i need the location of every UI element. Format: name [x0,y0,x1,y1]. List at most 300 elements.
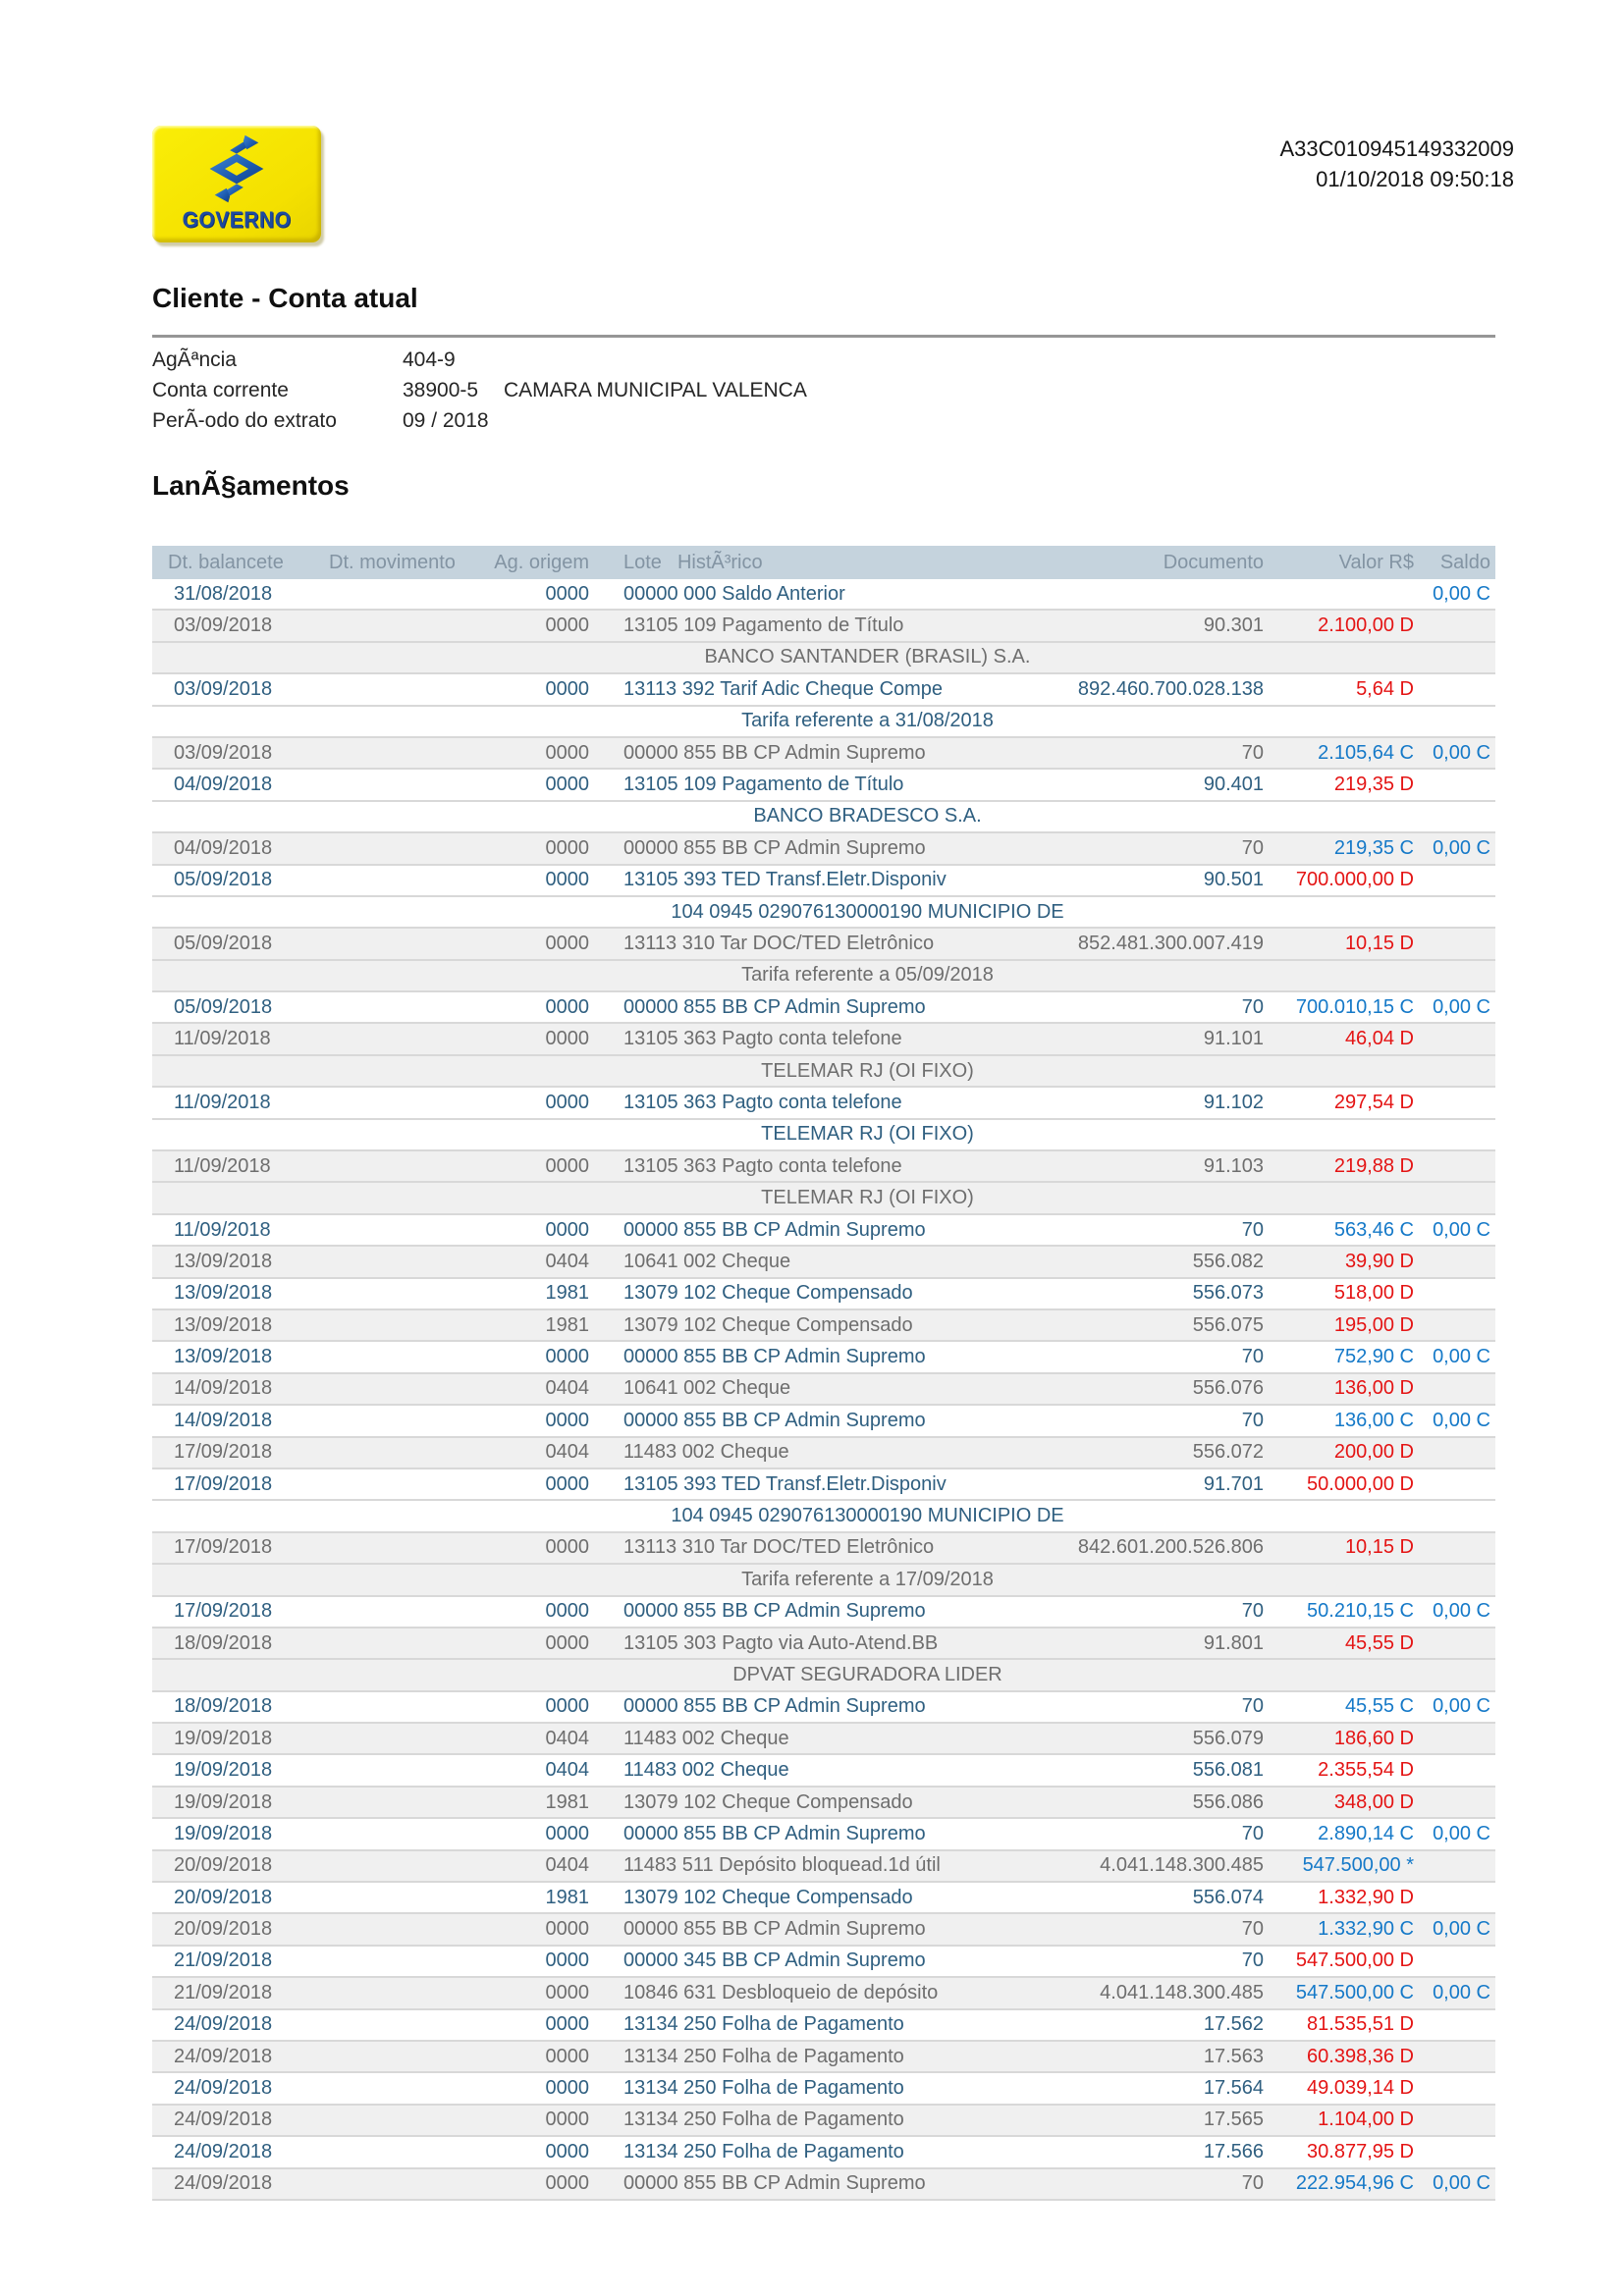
cell-valor: 2.100,00 D [1318,614,1414,637]
cell-valor: 45,55 C [1344,1695,1414,1718]
table-row [152,1438,1495,1469]
cell-documento: 70 [1241,1949,1264,1972]
table-row [152,738,1495,770]
cell-saldo: 0,00 C [1433,1822,1490,1844]
cell-lote-historico: 13113 310 Tar DOC/TED Eletrônico [623,932,935,954]
cell-ag-origem: 0404 [545,1441,589,1464]
cell-dt-balancete: 20/09/2018 [174,1886,273,1908]
table-row-continuation [152,643,1495,674]
cell-ag-origem: 0000 [545,614,589,637]
field-conta-corrente [152,375,807,405]
cell-lote-historico: 13105 109 Pagamento de Título [623,774,904,796]
table-row [152,2073,1495,2105]
cell-valor: 547.500,00 D [1295,1949,1414,1972]
continuation-text: TELEMAR RJ (OI FIXO) [761,1123,974,1146]
cell-valor: 2.890,14 C [1318,1822,1414,1844]
table-row [152,1088,1495,1119]
column-header-dt-balancete: Dt. balancete [168,551,284,573]
cell-dt-balancete: 18/09/2018 [174,1631,273,1654]
cell-dt-balancete: 31/08/2018 [174,582,273,605]
cell-dt-balancete: 13/09/2018 [174,1313,273,1336]
cell-documento: 17.562 [1203,2013,1264,2036]
governo-label: GOVERNO [182,208,292,233]
cell-lote-historico: 13079 102 Cheque Compensado [623,1790,913,1813]
cell-documento: 70 [1241,1409,1264,1431]
cell-lote-historico: 00000 855 BB CP Admin Supremo [623,1918,926,1941]
document-meta [1279,133,1514,194]
cell-dt-balancete: 21/09/2018 [174,1981,273,2003]
cell-dt-balancete: 24/09/2018 [174,2172,273,2195]
cell-lote-historico: 13079 102 Cheque Compensado [623,1313,913,1336]
cell-valor: 1.332,90 D [1318,1886,1414,1908]
cell-valor: 222.954,96 C [1295,2172,1414,2195]
cell-lote-historico: 13105 363 Pagto conta telefone [623,1154,902,1177]
cell-documento: 70 [1241,1695,1264,1718]
cell-saldo: 0,00 C [1433,1918,1490,1941]
cell-lote-historico: 13134 250 Folha de Pagamento [623,2109,904,2131]
cell-valor: 700.010,15 C [1295,995,1414,1018]
cell-ag-origem: 0404 [545,1727,589,1749]
continuation-text: BANCO SANTANDER (BRASIL) S.A. [704,646,1031,668]
table-row [152,1755,1495,1787]
table-row-continuation [152,1565,1495,1596]
cell-documento: 70 [1241,1822,1264,1844]
cell-documento: 90.501 [1203,869,1264,891]
cell-lote-historico: 00000 855 BB CP Admin Supremo [623,995,926,1018]
account-fields [152,345,807,436]
cell-dt-balancete: 19/09/2018 [174,1727,273,1749]
cell-dt-balancete: 11/09/2018 [174,1091,271,1113]
cell-dt-balancete: 13/09/2018 [174,1282,273,1305]
table-row [152,1279,1495,1310]
cell-dt-balancete: 17/09/2018 [174,1441,273,1464]
continuation-text: 104 0945 029076130000190 MUNICIPIO DE [671,1505,1064,1527]
cell-ag-origem: 0000 [545,1918,589,1941]
cell-dt-balancete: 13/09/2018 [174,1346,273,1368]
table-row [152,1883,1495,1914]
table-row-continuation [152,1120,1495,1151]
cell-lote-historico: 00000 855 BB CP Admin Supremo [623,2172,926,2195]
cell-documento: 4.041.148.300.485 [1100,1854,1264,1877]
cell-valor: 547.500,00 C [1295,1981,1414,2003]
cell-documento: 842.601.200.526.806 [1077,1536,1264,1559]
cell-valor: 195,00 D [1333,1313,1414,1336]
column-header-lote-historico [589,552,969,574]
table-row-continuation [152,897,1495,929]
table-row [152,579,1495,611]
cell-ag-origem: 0000 [545,1600,589,1623]
cell-ag-origem: 0000 [545,1631,589,1654]
cell-ag-origem: 0000 [545,995,589,1018]
table-row [152,1947,1495,1978]
cell-documento: 556.075 [1192,1313,1264,1336]
cell-dt-balancete: 17/09/2018 [174,1536,273,1559]
cell-dt-balancete: 04/09/2018 [174,836,273,859]
cell-valor: 1.104,00 D [1318,2109,1414,2131]
cell-documento: 70 [1241,1600,1264,1623]
cell-valor: 752,90 C [1333,1346,1414,1368]
cell-documento: 70 [1241,1346,1264,1368]
cell-lote-historico: 11483 511 Depósito bloquead.1d útil [623,1854,941,1877]
cell-valor: 700.000,00 D [1295,869,1414,891]
cell-documento: 556.086 [1192,1790,1264,1813]
cell-dt-balancete: 24/09/2018 [174,2109,273,2131]
cell-valor: 547.500,00 * [1302,1854,1414,1877]
cell-lote-historico: 13079 102 Cheque Compensado [623,1282,913,1305]
field-value: 404-9 [403,347,456,371]
cell-dt-balancete: 14/09/2018 [174,1377,273,1400]
cell-documento: 70 [1241,1918,1264,1941]
cell-documento: 91.101 [1203,1028,1264,1050]
column-header-valor: Valor R$ [1338,551,1414,573]
table-row [152,992,1495,1024]
cell-valor: 10,15 D [1344,932,1414,954]
cell-valor: 2.105,64 C [1318,741,1414,764]
table-row [152,2010,1495,2042]
field-agencia [152,345,807,375]
cell-lote-historico: 00000 855 BB CP Admin Supremo [623,1600,926,1623]
cell-dt-balancete: 05/09/2018 [174,869,273,891]
cell-lote-historico: 00000 855 BB CP Admin Supremo [623,836,926,859]
cell-dt-balancete: 20/09/2018 [174,1918,273,1941]
cell-valor: 1.332,90 C [1318,1918,1414,1941]
cell-saldo: 0,00 C [1433,1600,1490,1623]
cell-saldo: 0,00 C [1433,995,1490,1018]
table-row [152,1692,1495,1724]
cell-lote-historico: 13113 392 Tarif Adic Cheque Compe [623,677,944,700]
cell-documento: 17.563 [1203,2045,1264,2067]
continuation-text: TELEMAR RJ (OI FIXO) [761,1059,974,1082]
cell-valor: 60.398,36 D [1307,2045,1414,2067]
document-timestamp: 01/10/2018 09:50:18 [1316,167,1514,191]
cell-documento: 556.082 [1192,1250,1264,1272]
cell-lote-historico: 13105 393 TED Transf.Eletr.Disponiv [623,869,947,891]
table-row [152,833,1495,865]
cell-dt-balancete: 24/09/2018 [174,2045,273,2067]
column-header-lote: Lote [623,551,662,573]
cell-ag-origem: 0000 [545,1346,589,1368]
cell-valor: 563,46 C [1333,1218,1414,1241]
section-divider [152,335,1495,338]
cell-ag-origem: 0000 [545,1218,589,1241]
field-label: PerÃ-odo do extrato [152,408,337,432]
cell-valor: 45,55 D [1344,1631,1414,1654]
cell-ag-origem: 0404 [545,1759,589,1782]
cell-valor: 50.210,15 C [1307,1600,1414,1623]
cell-documento: 70 [1241,995,1264,1018]
cell-ag-origem: 0000 [545,1028,589,1050]
table-row [152,1342,1495,1373]
table-row [152,770,1495,801]
cell-lote-historico: 00000 855 BB CP Admin Supremo [623,1695,926,1718]
cell-documento: 70 [1241,741,1264,764]
cell-valor: 49.039,14 D [1307,2077,1414,2100]
document-code: A33C010945149332009 [1279,136,1514,161]
cell-lote-historico: 10641 002 Cheque [623,1377,791,1400]
cell-lote-historico: 13105 109 Pagamento de Título [623,614,904,637]
cell-documento: 17.564 [1203,2077,1264,2100]
table-row [152,611,1495,642]
cell-valor: 186,60 D [1333,1727,1414,1749]
table-row [152,1629,1495,1660]
cell-ag-origem: 0000 [545,1091,589,1113]
cell-ag-origem: 0404 [545,1854,589,1877]
cell-ag-origem: 0000 [545,2140,589,2163]
column-header-ag-origem: Ag. origem [494,551,589,573]
cell-ag-origem: 0000 [545,836,589,859]
cell-ag-origem: 0404 [545,1250,589,1272]
table-row [152,674,1495,706]
cell-documento: 852.481.300.007.419 [1077,932,1264,954]
transactions-body [152,579,1495,2201]
cell-lote-historico: 13079 102 Cheque Compensado [623,1886,913,1908]
cell-ag-origem: 0000 [545,2109,589,2131]
cell-lote-historico: 00000 855 BB CP Admin Supremo [623,1409,926,1431]
table-row-continuation [152,961,1495,992]
cell-dt-balancete: 03/09/2018 [174,614,273,637]
cell-dt-balancete: 05/09/2018 [174,932,273,954]
cell-saldo: 0,00 C [1433,836,1490,859]
cell-documento: 4.041.148.300.485 [1100,1981,1264,2003]
cell-dt-balancete: 17/09/2018 [174,1600,273,1623]
cell-documento: 556.073 [1192,1282,1264,1305]
cell-documento: 556.072 [1192,1441,1264,1464]
cell-dt-balancete: 24/09/2018 [174,2013,273,2036]
table-row [152,1724,1495,1755]
cell-valor: 30.877,95 D [1307,2140,1414,2163]
cell-dt-balancete: 11/09/2018 [174,1028,271,1050]
cell-lote-historico: 13134 250 Folha de Pagamento [623,2077,904,2100]
cell-dt-balancete: 03/09/2018 [174,741,273,764]
table-row-continuation [152,1183,1495,1214]
table-row [152,1469,1495,1501]
cell-documento: 556.079 [1192,1727,1264,1749]
table-header-row [152,546,1495,579]
cell-ag-origem: 0000 [545,2013,589,2036]
field-value: 09 / 2018 [403,408,489,432]
continuation-text: BANCO BRADESCO S.A. [753,805,982,828]
cell-documento: 91.801 [1203,1631,1264,1654]
continuation-text: Tarifa referente a 05/09/2018 [741,964,994,987]
cell-lote-historico: 00000 345 BB CP Admin Supremo [623,1949,926,1972]
field-value: 38900-5 [403,378,479,401]
cell-valor: 219,88 D [1333,1154,1414,1177]
column-header-saldo: Saldo [1439,551,1490,573]
cell-ag-origem: 0000 [545,1536,589,1559]
cell-saldo: 0,00 C [1433,582,1490,605]
cell-saldo: 0,00 C [1433,1695,1490,1718]
cell-valor: 348,00 D [1333,1790,1414,1813]
table-row [152,1247,1495,1278]
table-row [152,1914,1495,1946]
field-label: AgÃªncia [152,347,237,371]
cell-lote-historico: 11483 002 Cheque [623,1759,789,1782]
cell-ag-origem: 0000 [545,1949,589,1972]
cell-dt-balancete: 18/09/2018 [174,1695,273,1718]
cell-ag-origem: 0000 [545,774,589,796]
bb-logo-icon [194,133,279,209]
table-row-continuation [152,707,1495,738]
cell-lote-historico: 11483 002 Cheque [623,1441,789,1464]
cell-dt-balancete: 20/09/2018 [174,1854,273,1877]
column-header-documento: Documento [1163,551,1264,573]
cell-ag-origem: 0000 [545,1409,589,1431]
cell-ag-origem: 1981 [545,1790,589,1813]
cell-dt-balancete: 19/09/2018 [174,1790,273,1813]
client-section-title: Cliente - Conta atual [152,283,418,313]
cell-dt-balancete: 11/09/2018 [174,1218,271,1241]
cell-documento: 17.565 [1203,2109,1264,2131]
cell-lote-historico: 13105 363 Pagto conta telefone [623,1091,902,1113]
table-row [152,1597,1495,1629]
column-header-historico: HistÃ³rico [677,551,763,573]
transactions-section-title: LanÃ§amentos [152,470,350,501]
cell-dt-balancete: 03/09/2018 [174,677,273,700]
table-row [152,866,1495,897]
cell-dt-balancete: 11/09/2018 [174,1154,271,1177]
cell-documento: 17.566 [1203,2140,1264,2163]
cell-saldo: 0,00 C [1433,1409,1490,1431]
cell-dt-balancete: 17/09/2018 [174,1472,273,1495]
cell-documento: 90.301 [1203,614,1264,637]
account-holder-name: CAMARA MUNICIPAL VALENCA [504,378,807,401]
cell-ag-origem: 0000 [545,1472,589,1495]
table-row [152,1310,1495,1342]
bank-logo [152,126,321,242]
cell-dt-balancete: 19/09/2018 [174,1822,273,1844]
cell-lote-historico: 00000 855 BB CP Admin Supremo [623,1218,926,1241]
table-row [152,2169,1495,2201]
cell-ag-origem: 0000 [545,1822,589,1844]
cell-documento: 892.460.700.028.138 [1077,677,1264,700]
cell-valor: 219,35 C [1333,836,1414,859]
cell-documento: 70 [1241,2172,1264,2195]
cell-ag-origem: 0000 [545,741,589,764]
cell-documento: 556.081 [1192,1759,1264,1782]
cell-lote-historico: 10846 631 Desbloqueio de depósito [623,1981,939,2003]
transactions-table [152,546,1495,2201]
cell-ag-origem: 0000 [545,2172,589,2195]
cell-lote-historico: 13134 250 Folha de Pagamento [623,2140,904,2163]
cell-ag-origem: 0000 [545,932,589,954]
cell-valor: 518,00 D [1333,1282,1414,1305]
cell-ag-origem: 1981 [545,1886,589,1908]
cell-valor: 200,00 D [1333,1441,1414,1464]
cell-ag-origem: 0000 [545,1695,589,1718]
cell-lote-historico: 11483 002 Cheque [623,1727,789,1749]
cell-ag-origem: 0000 [545,1981,589,2003]
table-row [152,929,1495,960]
cell-saldo: 0,00 C [1433,741,1490,764]
cell-documento: 556.074 [1192,1886,1264,1908]
cell-valor: 2.355,54 D [1318,1759,1414,1782]
cell-lote-historico: 00000 855 BB CP Admin Supremo [623,1346,926,1368]
continuation-text: Tarifa referente a 17/09/2018 [741,1568,994,1590]
cell-dt-balancete: 19/09/2018 [174,1759,273,1782]
table-row [152,1024,1495,1055]
cell-documento: 70 [1241,1218,1264,1241]
cell-documento: 91.102 [1203,1091,1264,1113]
cell-saldo: 0,00 C [1433,1981,1490,2003]
cell-ag-origem: 0000 [545,677,589,700]
cell-valor: 219,35 D [1333,774,1414,796]
cell-lote-historico: 00000 855 BB CP Admin Supremo [623,741,926,764]
continuation-text: TELEMAR RJ (OI FIXO) [761,1187,974,1209]
cell-ag-origem: 1981 [545,1313,589,1336]
cell-saldo: 0,00 C [1433,2172,1490,2195]
cell-valor: 136,00 C [1333,1409,1414,1431]
cell-dt-balancete: 24/09/2018 [174,2077,273,2100]
cell-lote-historico: 10641 002 Cheque [623,1250,791,1272]
cell-ag-origem: 0000 [545,869,589,891]
cell-ag-origem: 0404 [545,1377,589,1400]
cell-ag-origem: 0000 [545,1154,589,1177]
cell-lote-historico: 13134 250 Folha de Pagamento [623,2045,904,2067]
cell-dt-balancete: 13/09/2018 [174,1250,273,1272]
table-row [152,1215,1495,1247]
table-row [152,2106,1495,2137]
cell-lote-historico: 13105 393 TED Transf.Eletr.Disponiv [623,1472,947,1495]
table-row [152,1978,1495,2009]
cell-documento: 91.103 [1203,1154,1264,1177]
table-row [152,2137,1495,2168]
table-row [152,1406,1495,1437]
cell-dt-balancete: 05/09/2018 [174,995,273,1018]
continuation-text: Tarifa referente a 31/08/2018 [741,710,994,732]
table-row [152,1151,1495,1183]
cell-lote-historico: 13105 303 Pagto via Auto-Atend.BB [623,1631,939,1654]
table-row-continuation [152,1056,1495,1088]
cell-valor: 136,00 D [1333,1377,1414,1400]
cell-saldo: 0,00 C [1433,1346,1490,1368]
cell-valor: 5,64 D [1356,677,1414,700]
cell-dt-balancete: 14/09/2018 [174,1409,273,1431]
cell-dt-balancete: 04/09/2018 [174,774,273,796]
table-row [152,1788,1495,1819]
cell-saldo: 0,00 C [1433,1218,1490,1241]
cell-ag-origem: 1981 [545,1282,589,1305]
table-row [152,1533,1495,1565]
cell-lote-historico: 00000 855 BB CP Admin Supremo [623,1822,926,1844]
cell-documento: 70 [1241,836,1264,859]
cell-valor: 81.535,51 D [1307,2013,1414,2036]
cell-dt-balancete: 24/09/2018 [174,2140,273,2163]
cell-valor: 46,04 D [1344,1028,1414,1050]
table-row [152,1819,1495,1850]
cell-lote-historico: 13134 250 Folha de Pagamento [623,2013,904,2036]
cell-lote-historico: 00000 000 Saldo Anterior [623,582,845,605]
field-label: Conta corrente [152,378,289,401]
table-row [152,1851,1495,1883]
column-header-dt-movimento: Dt. movimento [329,551,456,573]
table-row [152,1374,1495,1406]
cell-valor: 297,54 D [1333,1091,1414,1113]
cell-ag-origem: 0000 [545,2045,589,2067]
table-row-continuation [152,1501,1495,1532]
cell-valor: 10,15 D [1344,1536,1414,1559]
cell-documento: 556.076 [1192,1377,1264,1400]
table-row-continuation [152,1660,1495,1691]
cell-valor: 39,90 D [1344,1250,1414,1272]
cell-lote-historico: 13105 363 Pagto conta telefone [623,1028,902,1050]
table-row [152,2042,1495,2073]
field-periodo [152,405,807,436]
continuation-text: 104 0945 029076130000190 MUNICIPIO DE [671,900,1064,923]
cell-documento: 90.401 [1203,774,1264,796]
cell-lote-historico: 13113 310 Tar DOC/TED Eletrônico [623,1536,935,1559]
cell-dt-balancete: 21/09/2018 [174,1949,273,1972]
cell-documento: 91.701 [1203,1472,1264,1495]
